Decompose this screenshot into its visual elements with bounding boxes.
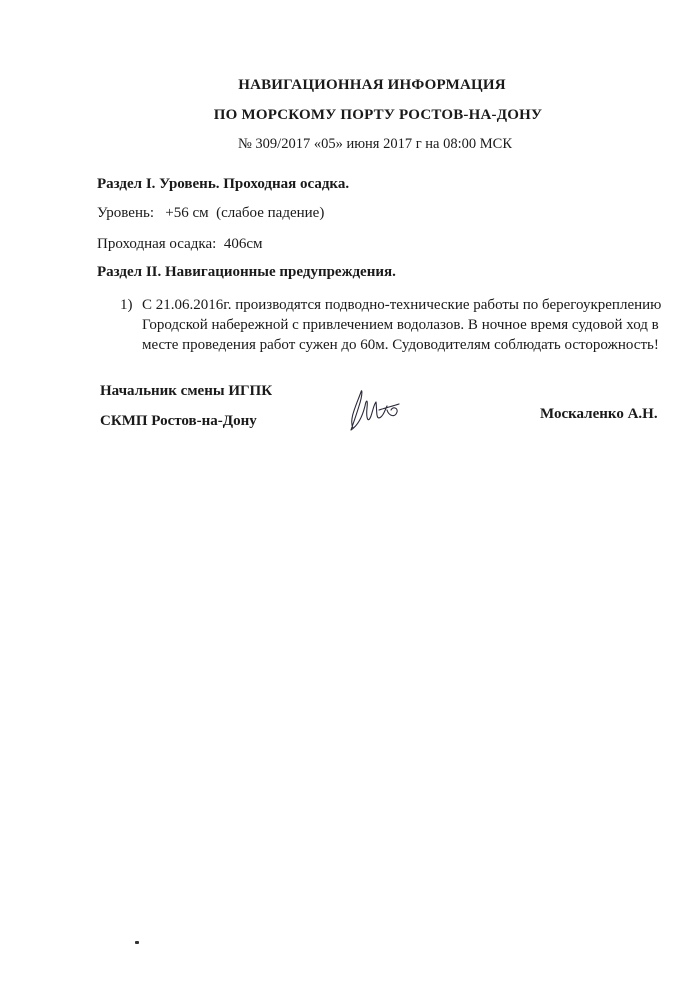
water-level-label: Уровень: <box>97 205 154 221</box>
document-title-line-1: НАВИГАЦИОННАЯ ИНФОРМАЦИЯ <box>238 77 506 93</box>
water-level-line <box>97 205 324 222</box>
section-1-heading: Раздел I. Уровень. Проходная осадка. <box>97 176 350 192</box>
warning-item-number: 1) <box>120 297 133 313</box>
passage-draft-line <box>97 236 262 253</box>
scan-speck <box>135 941 139 944</box>
document-title-line-2: ПО МОРСКОМУ ПОРТУ РОСТОВ-НА-ДОНУ <box>213 107 543 123</box>
signer-role: Начальник смены ИГПК <box>100 383 273 399</box>
signer-name: Москаленко А.Н. <box>540 406 658 422</box>
document-number: № 309/2017 «05» июня 2017 г на 08:00 МСК <box>237 136 513 152</box>
water-level-value: +56 см <box>165 205 209 221</box>
water-level-note: (слабое падение) <box>216 205 325 221</box>
section-2-heading: Раздел II. Навигационные предупреждения. <box>97 264 396 280</box>
handwritten-signature <box>335 380 415 440</box>
passage-draft-value: 406см <box>223 236 263 252</box>
warning-item-text: С 21.06.2016г. производятся подводно-технические работы по берегоукреплению Городской набережной с привлечением водолазов. В ночное время судовой ход в месте проведения работ сужен до 60м. Судоводителям соблюдать осторожность! <box>142 297 662 353</box>
signer-organization: СКМП Ростов-на-Дону <box>100 413 257 429</box>
passage-draft-label: Проходная осадка: <box>97 236 217 252</box>
